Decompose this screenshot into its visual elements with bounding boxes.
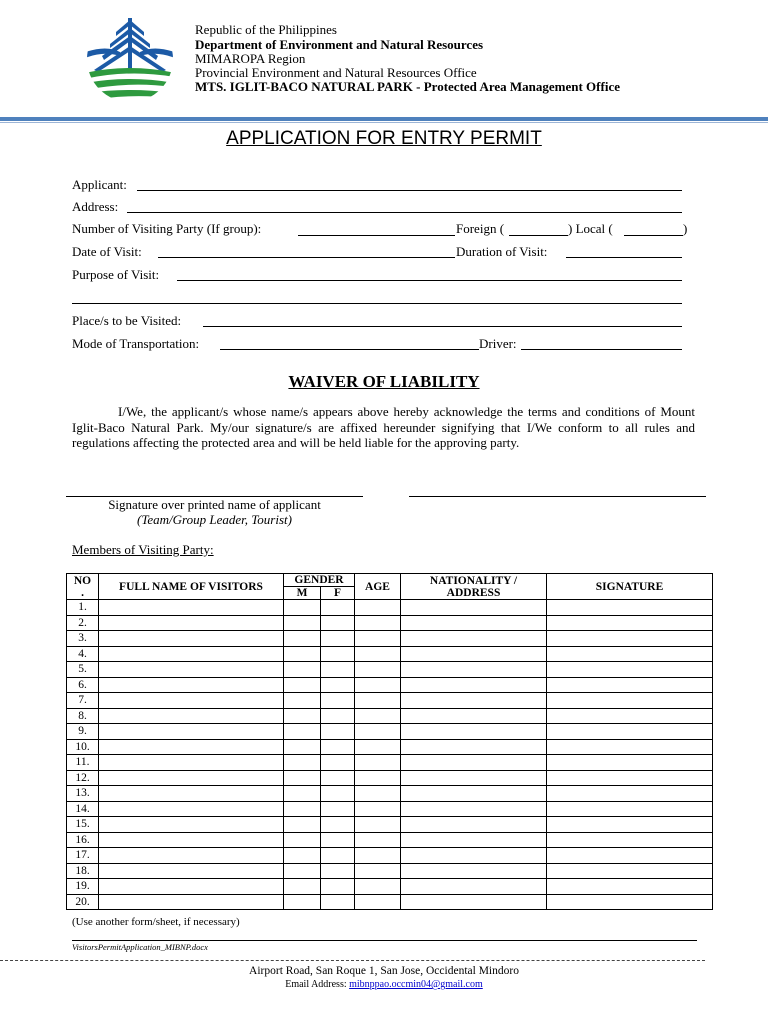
header-republic: Republic of the Philippines xyxy=(195,22,337,37)
age-cell[interactable] xyxy=(355,817,401,833)
gender-m-cell[interactable] xyxy=(284,863,321,879)
signature-cell[interactable] xyxy=(547,786,713,802)
nationality-cell[interactable] xyxy=(401,755,547,771)
table-row xyxy=(67,786,713,802)
age-cell[interactable] xyxy=(355,693,401,709)
signature-cell[interactable] xyxy=(547,894,713,910)
visitor-name-cell[interactable] xyxy=(99,879,284,895)
col-no: NO . xyxy=(67,574,99,600)
signature-cell[interactable] xyxy=(547,615,713,631)
col-nationality: NATIONALITY / ADDRESS xyxy=(401,574,547,600)
row-number: 8. xyxy=(67,708,99,724)
gender-m-cell[interactable] xyxy=(284,615,321,631)
nationality-cell[interactable] xyxy=(401,786,547,802)
col-gender-f: F xyxy=(321,587,355,600)
header-department: Department of Environment and Natural Resources xyxy=(195,37,484,52)
visitor-name-cell[interactable] xyxy=(99,832,284,848)
age-cell[interactable] xyxy=(355,677,401,693)
nationality-cell[interactable] xyxy=(401,693,547,709)
signature-cell[interactable] xyxy=(547,724,713,740)
signature-caption: Signature over printed name of applicant xyxy=(108,497,321,512)
row-number: 16. xyxy=(67,832,99,848)
driver-label: Driver: xyxy=(479,336,517,351)
signature-cell[interactable] xyxy=(547,863,713,879)
nationality-cell[interactable] xyxy=(401,708,547,724)
gender-m-cell[interactable] xyxy=(284,646,321,662)
signature-subcaption: (Team/Group Leader, Tourist) xyxy=(137,512,292,527)
visitor-name-cell[interactable] xyxy=(99,739,284,755)
visitor-name-cell[interactable] xyxy=(99,677,284,693)
duration-field[interactable] xyxy=(566,257,682,258)
signature-cell[interactable] xyxy=(547,879,713,895)
foreign-field[interactable] xyxy=(509,235,568,236)
row-number: 19. xyxy=(67,879,99,895)
nationality-cell[interactable] xyxy=(401,677,547,693)
signature-cell[interactable] xyxy=(547,832,713,848)
visiting-party-label: Number of Visiting Party (If group): xyxy=(72,221,262,236)
table-note: (Use another form/sheet, if necessary) xyxy=(72,916,240,928)
row-number: 3. xyxy=(67,631,99,647)
denr-logo xyxy=(80,14,180,104)
gender-f-cell[interactable] xyxy=(321,739,355,755)
places-label: Place/s to be Visited: xyxy=(72,313,182,328)
age-cell[interactable] xyxy=(355,801,401,817)
row-number: 2. xyxy=(67,615,99,631)
age-cell[interactable] xyxy=(355,615,401,631)
signature-cell[interactable] xyxy=(547,739,713,755)
nationality-cell[interactable] xyxy=(401,801,547,817)
age-cell[interactable] xyxy=(355,894,401,910)
header-penro: Provincial Environment and Natural Resources Office xyxy=(195,65,477,80)
table-row xyxy=(67,817,713,833)
gender-m-cell[interactable] xyxy=(284,677,321,693)
gender-f-cell[interactable] xyxy=(321,801,355,817)
table-row xyxy=(67,832,713,848)
row-number: 20. xyxy=(67,894,99,910)
date-of-visit-label: Date of Visit: xyxy=(72,244,142,259)
row-number: 1. xyxy=(67,600,99,616)
table-row xyxy=(67,863,713,879)
table-row xyxy=(67,693,713,709)
col-gender: GENDER xyxy=(284,574,355,587)
signature-cell[interactable] xyxy=(547,646,713,662)
gender-f-cell[interactable] xyxy=(321,708,355,724)
gender-f-cell[interactable] xyxy=(321,817,355,833)
visitor-name-cell[interactable] xyxy=(99,848,284,864)
age-cell[interactable] xyxy=(355,879,401,895)
gender-f-cell[interactable] xyxy=(321,693,355,709)
visitor-name-cell[interactable] xyxy=(99,708,284,724)
nationality-cell[interactable] xyxy=(401,879,547,895)
gender-m-cell[interactable] xyxy=(284,708,321,724)
mode-label: Mode of Transportation: xyxy=(72,336,200,351)
table-row xyxy=(67,600,713,616)
col-signature: SIGNATURE xyxy=(547,574,713,600)
table-row xyxy=(67,631,713,647)
gender-m-cell[interactable] xyxy=(284,739,321,755)
table-row xyxy=(67,662,713,678)
gender-m-cell[interactable] xyxy=(284,894,321,910)
local-label: ) Local ( xyxy=(568,221,613,236)
signature-cell[interactable] xyxy=(547,708,713,724)
gender-f-cell[interactable] xyxy=(321,677,355,693)
gender-f-cell[interactable] xyxy=(321,770,355,786)
age-cell[interactable] xyxy=(355,848,401,864)
table-row xyxy=(67,894,713,910)
places-field[interactable] xyxy=(203,326,682,327)
signature-cell[interactable] xyxy=(547,848,713,864)
table-row xyxy=(67,708,713,724)
page-title: APPLICATION FOR ENTRY PERMIT xyxy=(226,128,542,149)
signature-cell[interactable] xyxy=(547,693,713,709)
nationality-cell[interactable] xyxy=(401,646,547,662)
visitor-name-cell[interactable] xyxy=(99,693,284,709)
gender-m-cell[interactable] xyxy=(284,600,321,616)
visitor-name-cell[interactable] xyxy=(99,817,284,833)
signature-cell[interactable] xyxy=(547,631,713,647)
age-cell[interactable] xyxy=(355,770,401,786)
age-cell[interactable] xyxy=(355,600,401,616)
second-signature-line[interactable] xyxy=(409,496,706,497)
age-cell[interactable] xyxy=(355,646,401,662)
local-field[interactable] xyxy=(624,235,683,236)
applicant-label: Applicant: xyxy=(72,177,127,192)
gender-m-cell[interactable] xyxy=(284,693,321,709)
row-number: 15. xyxy=(67,817,99,833)
header-rule xyxy=(0,117,768,121)
gender-m-cell[interactable] xyxy=(284,817,321,833)
header-region: MIMAROPA Region xyxy=(195,51,306,66)
visitor-name-cell[interactable] xyxy=(99,631,284,647)
col-full-name: FULL NAME OF VISITORS xyxy=(99,574,284,600)
gender-f-cell[interactable] xyxy=(321,615,355,631)
gender-f-cell[interactable] xyxy=(321,848,355,864)
age-cell[interactable] xyxy=(355,724,401,740)
local-close: ) xyxy=(683,221,688,236)
nationality-cell[interactable] xyxy=(401,863,547,879)
row-number: 14. xyxy=(67,801,99,817)
waiver-heading: WAIVER OF LIABILITY xyxy=(288,372,480,391)
visitor-name-cell[interactable] xyxy=(99,801,284,817)
nationality-cell[interactable] xyxy=(401,894,547,910)
nationality-cell[interactable] xyxy=(401,662,547,678)
gender-m-cell[interactable] xyxy=(284,848,321,864)
table-row xyxy=(67,677,713,693)
age-cell[interactable] xyxy=(355,863,401,879)
signature-cell[interactable] xyxy=(547,801,713,817)
header-rule-thin xyxy=(0,122,768,123)
gender-m-cell[interactable] xyxy=(284,631,321,647)
gender-f-cell[interactable] xyxy=(321,894,355,910)
signature-cell[interactable] xyxy=(547,677,713,693)
age-cell[interactable] xyxy=(355,832,401,848)
header-pamo: MTS. IGLIT-BACO NATURAL PARK - Protected Area Management Office xyxy=(195,79,620,94)
purpose-field-line2[interactable] xyxy=(72,303,682,304)
gender-m-cell[interactable] xyxy=(284,724,321,740)
age-cell[interactable] xyxy=(355,708,401,724)
gender-m-cell[interactable] xyxy=(284,801,321,817)
visitor-name-cell[interactable] xyxy=(99,770,284,786)
signature-cell[interactable] xyxy=(547,817,713,833)
table-row xyxy=(67,739,713,755)
gender-f-cell[interactable] xyxy=(321,786,355,802)
footer-divider xyxy=(0,960,705,961)
duration-label: Duration of Visit: xyxy=(456,244,548,259)
nationality-cell[interactable] xyxy=(401,848,547,864)
nationality-cell[interactable] xyxy=(401,615,547,631)
col-age: AGE xyxy=(355,574,401,600)
table-row xyxy=(67,615,713,631)
gender-m-cell[interactable] xyxy=(284,755,321,771)
visitor-name-cell[interactable] xyxy=(99,894,284,910)
row-number: 12. xyxy=(67,770,99,786)
gender-f-cell[interactable] xyxy=(321,832,355,848)
visitor-name-cell[interactable] xyxy=(99,786,284,802)
visitor-name-cell[interactable] xyxy=(99,755,284,771)
nationality-cell[interactable] xyxy=(401,631,547,647)
row-number: 13. xyxy=(67,786,99,802)
email-link[interactable]: mibnppao.occmin04@gmail.com xyxy=(349,979,483,990)
col-gender-m: M xyxy=(284,587,321,600)
visitor-name-cell[interactable] xyxy=(99,662,284,678)
gender-f-cell[interactable] xyxy=(321,631,355,647)
table-row xyxy=(67,770,713,786)
row-number: 11. xyxy=(67,755,99,771)
footer-filename: VisitorsPermitApplication_MIBNP.docx xyxy=(72,942,208,952)
visiting-party-field[interactable] xyxy=(298,235,455,236)
signature-cell[interactable] xyxy=(547,600,713,616)
members-table xyxy=(66,573,713,910)
row-number: 7. xyxy=(67,693,99,709)
gender-m-cell[interactable] xyxy=(284,832,321,848)
gender-f-cell[interactable] xyxy=(321,662,355,678)
signature-cell[interactable] xyxy=(547,770,713,786)
footer-rule xyxy=(72,940,697,941)
nationality-cell[interactable] xyxy=(401,724,547,740)
row-number: 5. xyxy=(67,662,99,678)
row-number: 17. xyxy=(67,848,99,864)
row-number: 9. xyxy=(67,724,99,740)
gender-m-cell[interactable] xyxy=(284,879,321,895)
address-field[interactable] xyxy=(127,212,682,213)
visitor-name-cell[interactable] xyxy=(99,615,284,631)
age-cell[interactable] xyxy=(355,786,401,802)
visitor-name-cell[interactable] xyxy=(99,724,284,740)
signature-cell[interactable] xyxy=(547,755,713,771)
waiver-text: I/We, the applicant/s whose name/s appears above hereby acknowledge the terms and conditions of Mount Iglit-Baco Natural Park. My/our signature/s are affixed hereunder signifying that I/We conform to all rules and regulations affecting the protected area and will be held liable for the approving party. xyxy=(72,404,695,450)
age-cell[interactable] xyxy=(355,739,401,755)
nationality-cell[interactable] xyxy=(401,600,547,616)
gender-f-cell[interactable] xyxy=(321,755,355,771)
email-label: Email Address: xyxy=(285,979,350,990)
table-row xyxy=(67,801,713,817)
gender-m-cell[interactable] xyxy=(284,786,321,802)
gender-m-cell[interactable] xyxy=(284,662,321,678)
nationality-cell[interactable] xyxy=(401,832,547,848)
applicant-field[interactable] xyxy=(137,190,682,191)
gender-f-cell[interactable] xyxy=(321,724,355,740)
purpose-label: Purpose of Visit: xyxy=(72,267,160,282)
table-row xyxy=(67,755,713,771)
age-cell[interactable] xyxy=(355,662,401,678)
signature-cell[interactable] xyxy=(547,662,713,678)
visitor-name-cell[interactable] xyxy=(99,863,284,879)
gender-f-cell[interactable] xyxy=(321,646,355,662)
foreign-label: Foreign ( xyxy=(456,221,505,236)
table-row xyxy=(67,646,713,662)
footer-email xyxy=(0,979,768,990)
row-number: 10. xyxy=(67,739,99,755)
gender-m-cell[interactable] xyxy=(284,770,321,786)
table-row xyxy=(67,724,713,740)
gender-f-cell[interactable] xyxy=(321,600,355,616)
mode-field[interactable] xyxy=(220,349,479,350)
visitor-name-cell[interactable] xyxy=(99,600,284,616)
nationality-cell[interactable] xyxy=(401,770,547,786)
members-heading: Members of Visiting Party: xyxy=(72,542,214,557)
table-row xyxy=(67,848,713,864)
row-number: 18. xyxy=(67,863,99,879)
nationality-cell[interactable] xyxy=(401,739,547,755)
nationality-cell[interactable] xyxy=(401,817,547,833)
row-number: 4. xyxy=(67,646,99,662)
visitor-name-cell[interactable] xyxy=(99,646,284,662)
driver-field[interactable] xyxy=(521,349,682,350)
gender-f-cell[interactable] xyxy=(321,879,355,895)
gender-f-cell[interactable] xyxy=(321,863,355,879)
age-cell[interactable] xyxy=(355,755,401,771)
date-of-visit-field[interactable] xyxy=(158,257,455,258)
row-number: 6. xyxy=(67,677,99,693)
address-label: Address: xyxy=(72,199,119,214)
footer-address: Airport Road, San Roque 1, San Jose, Occidental Mindoro xyxy=(249,965,519,977)
purpose-field[interactable] xyxy=(177,280,682,281)
table-row xyxy=(67,879,713,895)
age-cell[interactable] xyxy=(355,631,401,647)
